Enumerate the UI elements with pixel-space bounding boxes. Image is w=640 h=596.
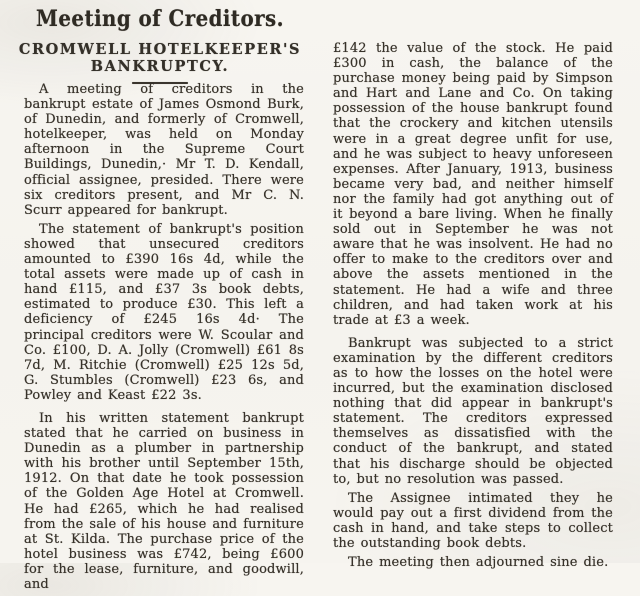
paragraph: The Assignee intimated they he would pay out a first dividend from the cash in hand, and take steps to collect the outstanding book debts. bbox=[333, 490, 613, 551]
column-right bbox=[333, 41, 613, 574]
paragraph: The statement of bankrupt's position showed that unsecured creditors amounted to £390 16s 4d, while the total assets were made up of cash in hand £115, and £37 3s book debts, estimated to produce £30. This left a deficiency of £245 16s 4d· The principal creditors were W. Scoular and Co. £100, D. A. Jolly (Cromwell) £61 8s 7d, M. Ritchie (Cromwell) £25 12s 5d, G. Stumbles (Cromwell) £23 6s, and Powley and Keast £22 3s. bbox=[24, 221, 304, 403]
paragraph: Bankrupt was subjected to a strict examination by the different creditors as to how the losses on the hotel were incurred, but the examination disclosed nothing that did appear in bankrupt's statement. The creditors expressed themselves as dissatisfied with the conduct of the bankrupt, and stated that his discharge should be objected to, but no resolution was passed. bbox=[333, 335, 613, 487]
article-subtitle-line1: CROMWELL HOTELKEEPER'S bbox=[18, 41, 302, 58]
article-subtitle bbox=[8, 41, 312, 75]
article-masthead bbox=[8, 6, 312, 84]
paragraph: The meeting then adjourned sine die. bbox=[348, 555, 609, 571]
article-title: Meeting of Creditors. bbox=[36, 6, 284, 32]
paragraph: £142 the value of the stock. He paid £300 in cash, the balance of the purchase money being paid by Simpson and Hart and Lane and Co. On taking possession of the house bankrupt found that the crockery and kitchen utensils were in a great degree unfit for use, and he was subject to heavy unforeseen expenses. After January, 1913, business became very bad, and neither himself nor the family had got anything out of it beyond a bare living. When he finally sold out in September he was not aware that he was insolvent. He had no offer to make to the creditors over and above the assets mentioned in the statement. He had a wife and three children, and had taken work at his trade at £3 a week. bbox=[333, 41, 613, 328]
column-left bbox=[24, 82, 304, 596]
paragraph: A meeting of creditors in the bankrupt estate of James Osmond Burk, of Dunedin, and formerly of Cromwell, hotelkeeper, was held on Monday afternoon in the Supreme Court Buildings, Dunedin,· Mr T. D. Kendall, official assignee, presided. There were six creditors present, and Mr C. N. Scurr appeared for bankrupt. bbox=[24, 82, 304, 218]
article-subtitle-line2: BANKRUPTCY. bbox=[90, 58, 230, 75]
paragraph: In his written statement bankrupt stated that he carried on business in Dunedin as a plumber in partnership with his brother until September 15th, 1912. On that date he took possession of the Golden Age Hotel at Cromwell. He had £265, which he had realised from the sale of his house and furniture at St. Kilda. The purchase price of the hotel business was £742, being £600 for the lease, furniture, and goodwill, and bbox=[24, 410, 304, 592]
